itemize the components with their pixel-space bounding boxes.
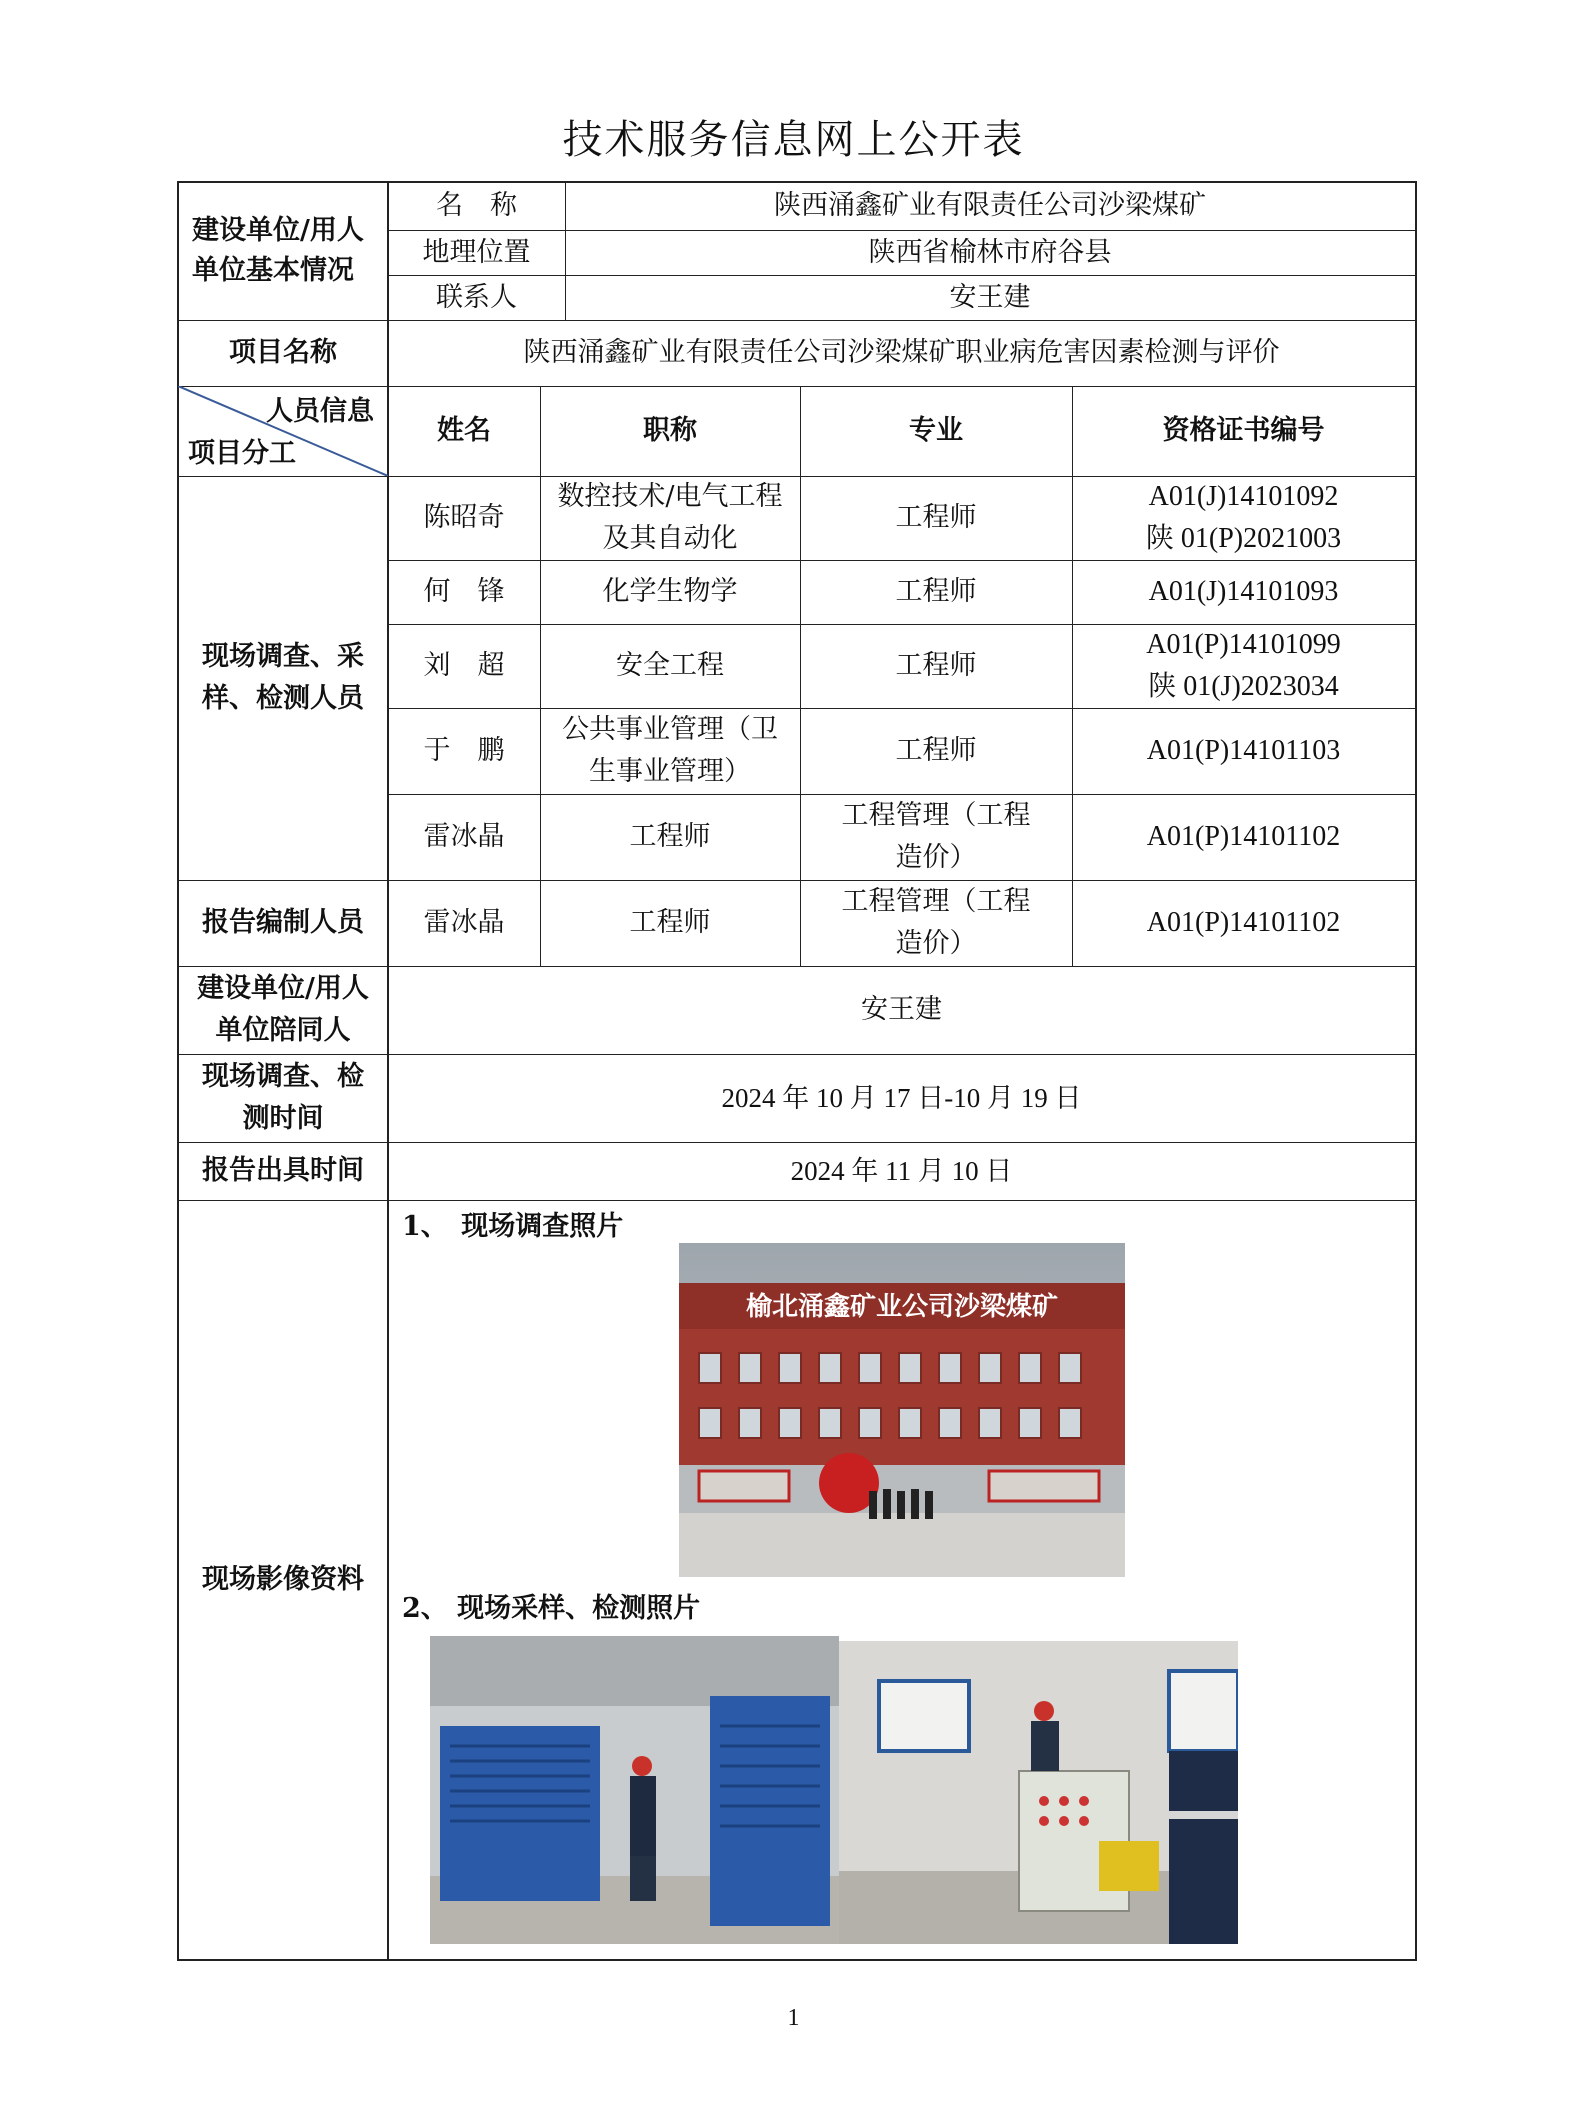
sampling-photo-equipment	[839, 1641, 1238, 1944]
staff-row-3-cert-line-2: 陕 01(J)2023034	[1148, 671, 1339, 702]
basic-name-value: 陕西涌鑫矿业有限责任公司沙梁煤矿	[774, 190, 1206, 221]
report-staff-title: 工程师	[629, 907, 711, 938]
report-staff-cert: A01(P)14101102	[1146, 907, 1341, 938]
report-staff-major-text: 工程管理（工程造价）	[841, 886, 1031, 959]
table-border-bottom	[178, 1959, 1416, 1961]
staff-row-4-title-text: 公共事业管理（卫生事业管理）	[562, 714, 778, 787]
row-line-header-bottom	[178, 476, 1416, 477]
staff-row-1-major: 工程师	[895, 502, 977, 533]
row-line-report-time	[178, 1142, 1416, 1143]
staff-row-2-major: 工程师	[895, 576, 977, 607]
companion-label-text: 建设单位/用人单位陪同人	[197, 973, 369, 1046]
row-line-survey-time	[178, 1054, 1416, 1055]
staff-row-5-cert: A01(P)14101102	[1146, 821, 1341, 852]
page-number: 1	[787, 2005, 800, 2031]
staff-header-title: 职称	[643, 415, 697, 446]
media-label: 现场影像资料	[202, 1564, 364, 1595]
table-border-right	[1415, 181, 1417, 1961]
report-time-label: 报告出具时间	[202, 1155, 364, 1186]
staff-row-1-title	[540, 476, 800, 560]
building-sign-text: 榆北涌鑫矿业公司沙梁煤矿	[745, 1292, 1059, 1322]
staff-row-4-title	[540, 708, 800, 794]
staff-row-5-major	[800, 794, 1072, 880]
diag-header-bottom: 项目分工	[188, 438, 296, 469]
equipment-photo-illustration	[839, 1641, 1238, 1944]
staff-row-line-4	[388, 794, 1415, 795]
basic-contact-label: 联系人	[436, 281, 517, 313]
basic-row-line-1	[388, 230, 1415, 231]
field-staff-label-text: 现场调查、采样、检测人员	[202, 641, 364, 714]
survey-time-label-text: 现场调查、检测时间	[202, 1061, 364, 1134]
staff-row-1-title-text: 数控技术/电气工程及其自动化	[557, 481, 783, 554]
compressor-photo-illustration	[430, 1636, 839, 1944]
staff-row-2-name: 何 锋	[423, 576, 505, 607]
staff-row-1-cert	[1072, 476, 1415, 560]
building-photo-illustration	[679, 1243, 1125, 1577]
survey-time-value: 2024 年 10 月 17 日-10 月 19 日	[721, 1083, 1082, 1113]
staff-row-1-cert-line-2: 陕 01(P)2021003	[1145, 523, 1342, 554]
staff-row-2-title: 化学生物学	[602, 576, 738, 607]
staff-col-divider-3	[1072, 386, 1073, 966]
staff-row-line-2	[388, 624, 1415, 625]
basic-location-value: 陕西省榆林市府谷县	[868, 236, 1112, 268]
report-staff-major	[800, 880, 1072, 966]
staff-row-2-cert: A01(J)14101093	[1148, 576, 1339, 607]
basic-contact-value: 安王建	[949, 281, 1031, 313]
staff-row-3-cert	[1072, 624, 1415, 708]
report-time-value: 2024 年 11 月 10 日	[790, 1156, 1013, 1186]
table-border-top	[178, 181, 1416, 183]
staff-row-5-name: 雷冰晶	[423, 821, 505, 852]
row-line-media	[178, 1200, 1416, 1201]
survey-photo-building	[679, 1243, 1125, 1577]
row-line-report-staff	[178, 880, 1416, 881]
staff-row-5-title: 工程师	[629, 821, 711, 852]
report-staff-label: 报告编制人员	[202, 907, 364, 938]
basic-name-label: 名 称	[436, 190, 517, 221]
staff-row-line-1	[388, 560, 1415, 561]
project-value: 陕西涌鑫矿业有限责任公司沙梁煤矿职业病危害因素检测与评价	[523, 337, 1280, 368]
staff-row-3-name: 刘 超	[423, 650, 505, 681]
staff-row-4-cert: A01(P)14101103	[1146, 735, 1341, 766]
staff-col-divider-2	[800, 386, 801, 966]
basic-location-label: 地理位置	[422, 236, 531, 268]
staff-header-major: 专业	[909, 415, 963, 446]
basic-row-line-2	[388, 275, 1415, 276]
media-section-2-heading: 2、 现场采样、检测照片	[402, 1593, 701, 1624]
staff-row-3-title: 安全工程	[616, 650, 724, 681]
sampling-photo-compressor	[430, 1636, 839, 1944]
companion-label	[178, 966, 388, 1054]
document-title: 技术服务信息网上公开表	[562, 117, 1025, 163]
report-staff-name: 雷冰晶	[423, 907, 505, 938]
row-line-companion	[178, 966, 1416, 967]
project-label: 项目名称	[229, 337, 337, 368]
row-line-project-top	[178, 320, 1416, 321]
survey-time-label	[178, 1054, 388, 1142]
staff-header-cert: 资格证书编号	[1162, 415, 1325, 446]
field-staff-label	[178, 476, 388, 880]
companion-value: 安王建	[861, 994, 942, 1025]
staff-row-4-name: 于 鹏	[423, 735, 505, 766]
basic-inner-divider	[565, 181, 566, 320]
staff-row-4-major: 工程师	[895, 735, 977, 766]
staff-row-1-name: 陈昭奇	[423, 502, 505, 533]
staff-row-3-major: 工程师	[895, 650, 977, 681]
media-section-1-heading: 1、 现场调查照片	[402, 1211, 624, 1242]
staff-header-name: 姓名	[437, 415, 491, 446]
diag-header-top: 人员信息	[266, 396, 374, 427]
staff-row-5-major-text: 工程管理（工程造价）	[841, 800, 1031, 873]
basic-section-label	[178, 182, 388, 320]
diagonal-header-line	[178, 386, 388, 476]
staff-col-divider-1	[540, 386, 541, 966]
staff-row-line-3	[388, 708, 1415, 709]
staff-row-3-cert-line-1: A01(P)14101099	[1146, 629, 1341, 660]
staff-row-1-cert-line-1: A01(J)14101092	[1148, 481, 1339, 512]
basic-section-label-text: 建设单位/用人单位基本情况	[192, 215, 364, 286]
